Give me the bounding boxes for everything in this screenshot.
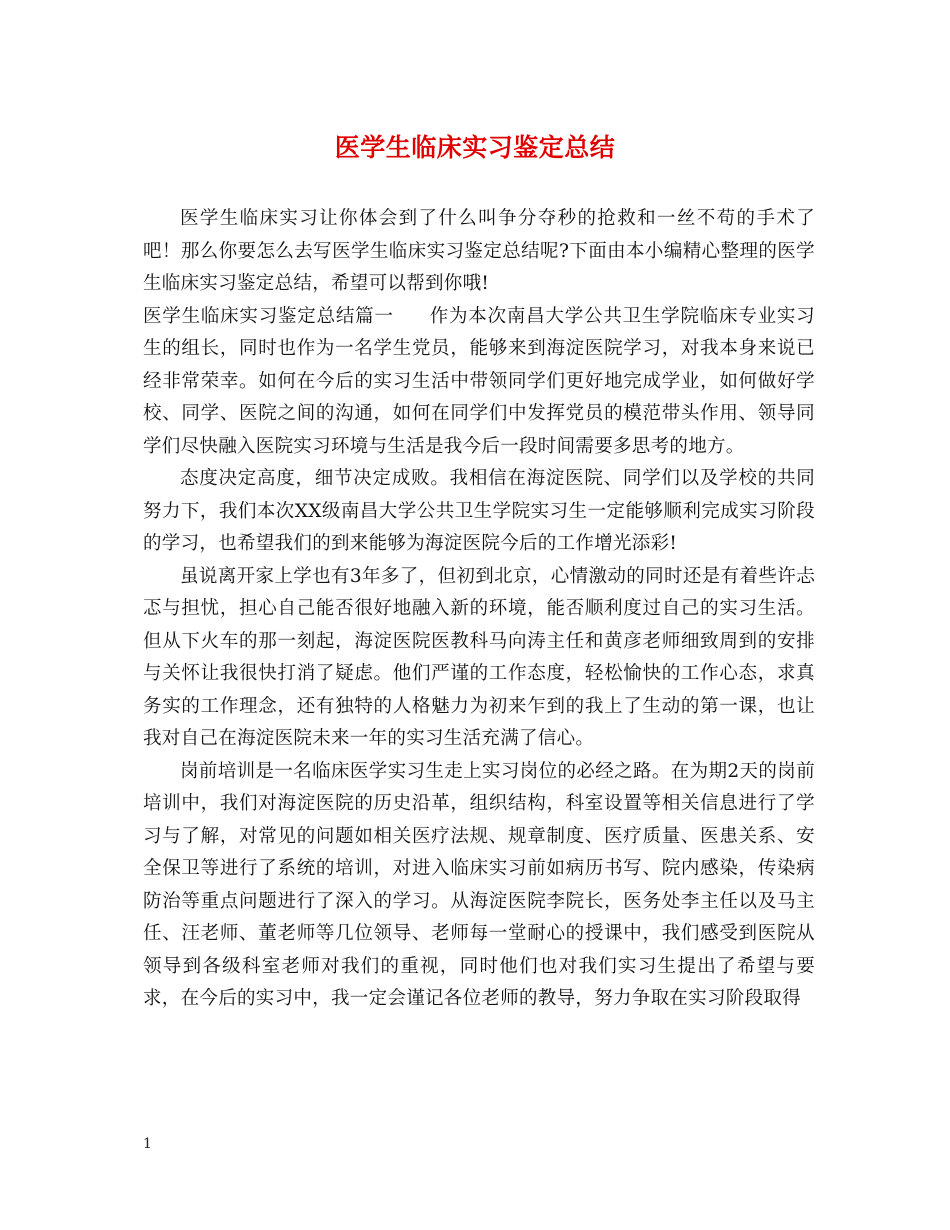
document-title: 医学生临床实习鉴定总结 — [334, 133, 616, 162]
intro-paragraph: 医学生临床实习让你体会到了什么叫争分夺秒的抢救和一丝不苟的手术了吧！那么你要怎么去写医学生临床实习鉴定总结呢?下面由本小编精心整理的医学生临床实习鉴定总结，希望可以帮到你哦! — [143, 208, 815, 294]
page-number: 1 — [143, 1136, 152, 1152]
section-1-paragraph — [143, 301, 815, 464]
paragraph-2: 态度决定高度，细节决定成败。我相信在海淀医院、同学们以及学校的共同努力下，我们本次XX级南昌大学公共卫生学院实习生一定能够顺利完成实习阶段的学习，也希望我们的到来能够为海淀医院今后的工作增光添彩! — [143, 468, 815, 554]
paragraph-3: 虽说离开家上学也有3年多了，但初到北京，心情激动的同时还是有着些许忐忑与担忧，担心自己能否很好地融入新的环境，能否顺利度过自己的实习生活。但从下火车的那一刻起，海淀医院医教科马向涛主任和黄彦老师细致周到的安排与关怀让我很快打消了疑虑。他们严谨的工作态度，轻松愉快的工作心态，求真务实的工作理念，还有独特的人格魅力为初来乍到的我上了生动的第一课，也让我对自己在海淀医院未来一年的实习生活充满了信心。 — [143, 565, 815, 749]
document-body — [143, 203, 815, 1016]
paragraph-1-text: 作为本次南昌大学公共卫生学院临床专业实习生的组长，同时也作为一名学生党员，能够来到海淀医院学习，对我本身来说已经非常荣幸。如何在今后的实习生活中带领同学们更好地完成学业，如何做好学校、同学、医院之间的沟通，如何在同学们中发挥党员的模范带头作用、领导同学们尽快融入医院实习环境与生活是我今后一段时间需要多思考的地方。 — [143, 305, 815, 457]
section-heading: 医学生临床实习鉴定总结篇一 — [143, 305, 394, 327]
paragraph-4: 岗前培训是一名临床医学实习生走上实习岗位的必经之路。在为期2天的岗前培训中，我们对海淀医院的历史沿革，组织结构，科室设置等相关信息进行了学习与了解，对常见的问题如相关医疗法规、规章制度、医疗质量、医患关系、安全保卫等进行了系统的培训，对进入临床实习前如病历书写、院内感染，传染病防治等重点问题进行了深入的学习。从海淀医院李院长，医务处李主任以及马主任、汪老师、董老师等几位领导、老师每一堂耐心的授课中，我们感受到医院从领导到各级科室老师对我们的重视，同时他们也对我们实习生提出了希望与要求，在今后的实习中，我一定会谨记各位老师的教导，努力争取在实习阶段取得 — [143, 760, 815, 1009]
